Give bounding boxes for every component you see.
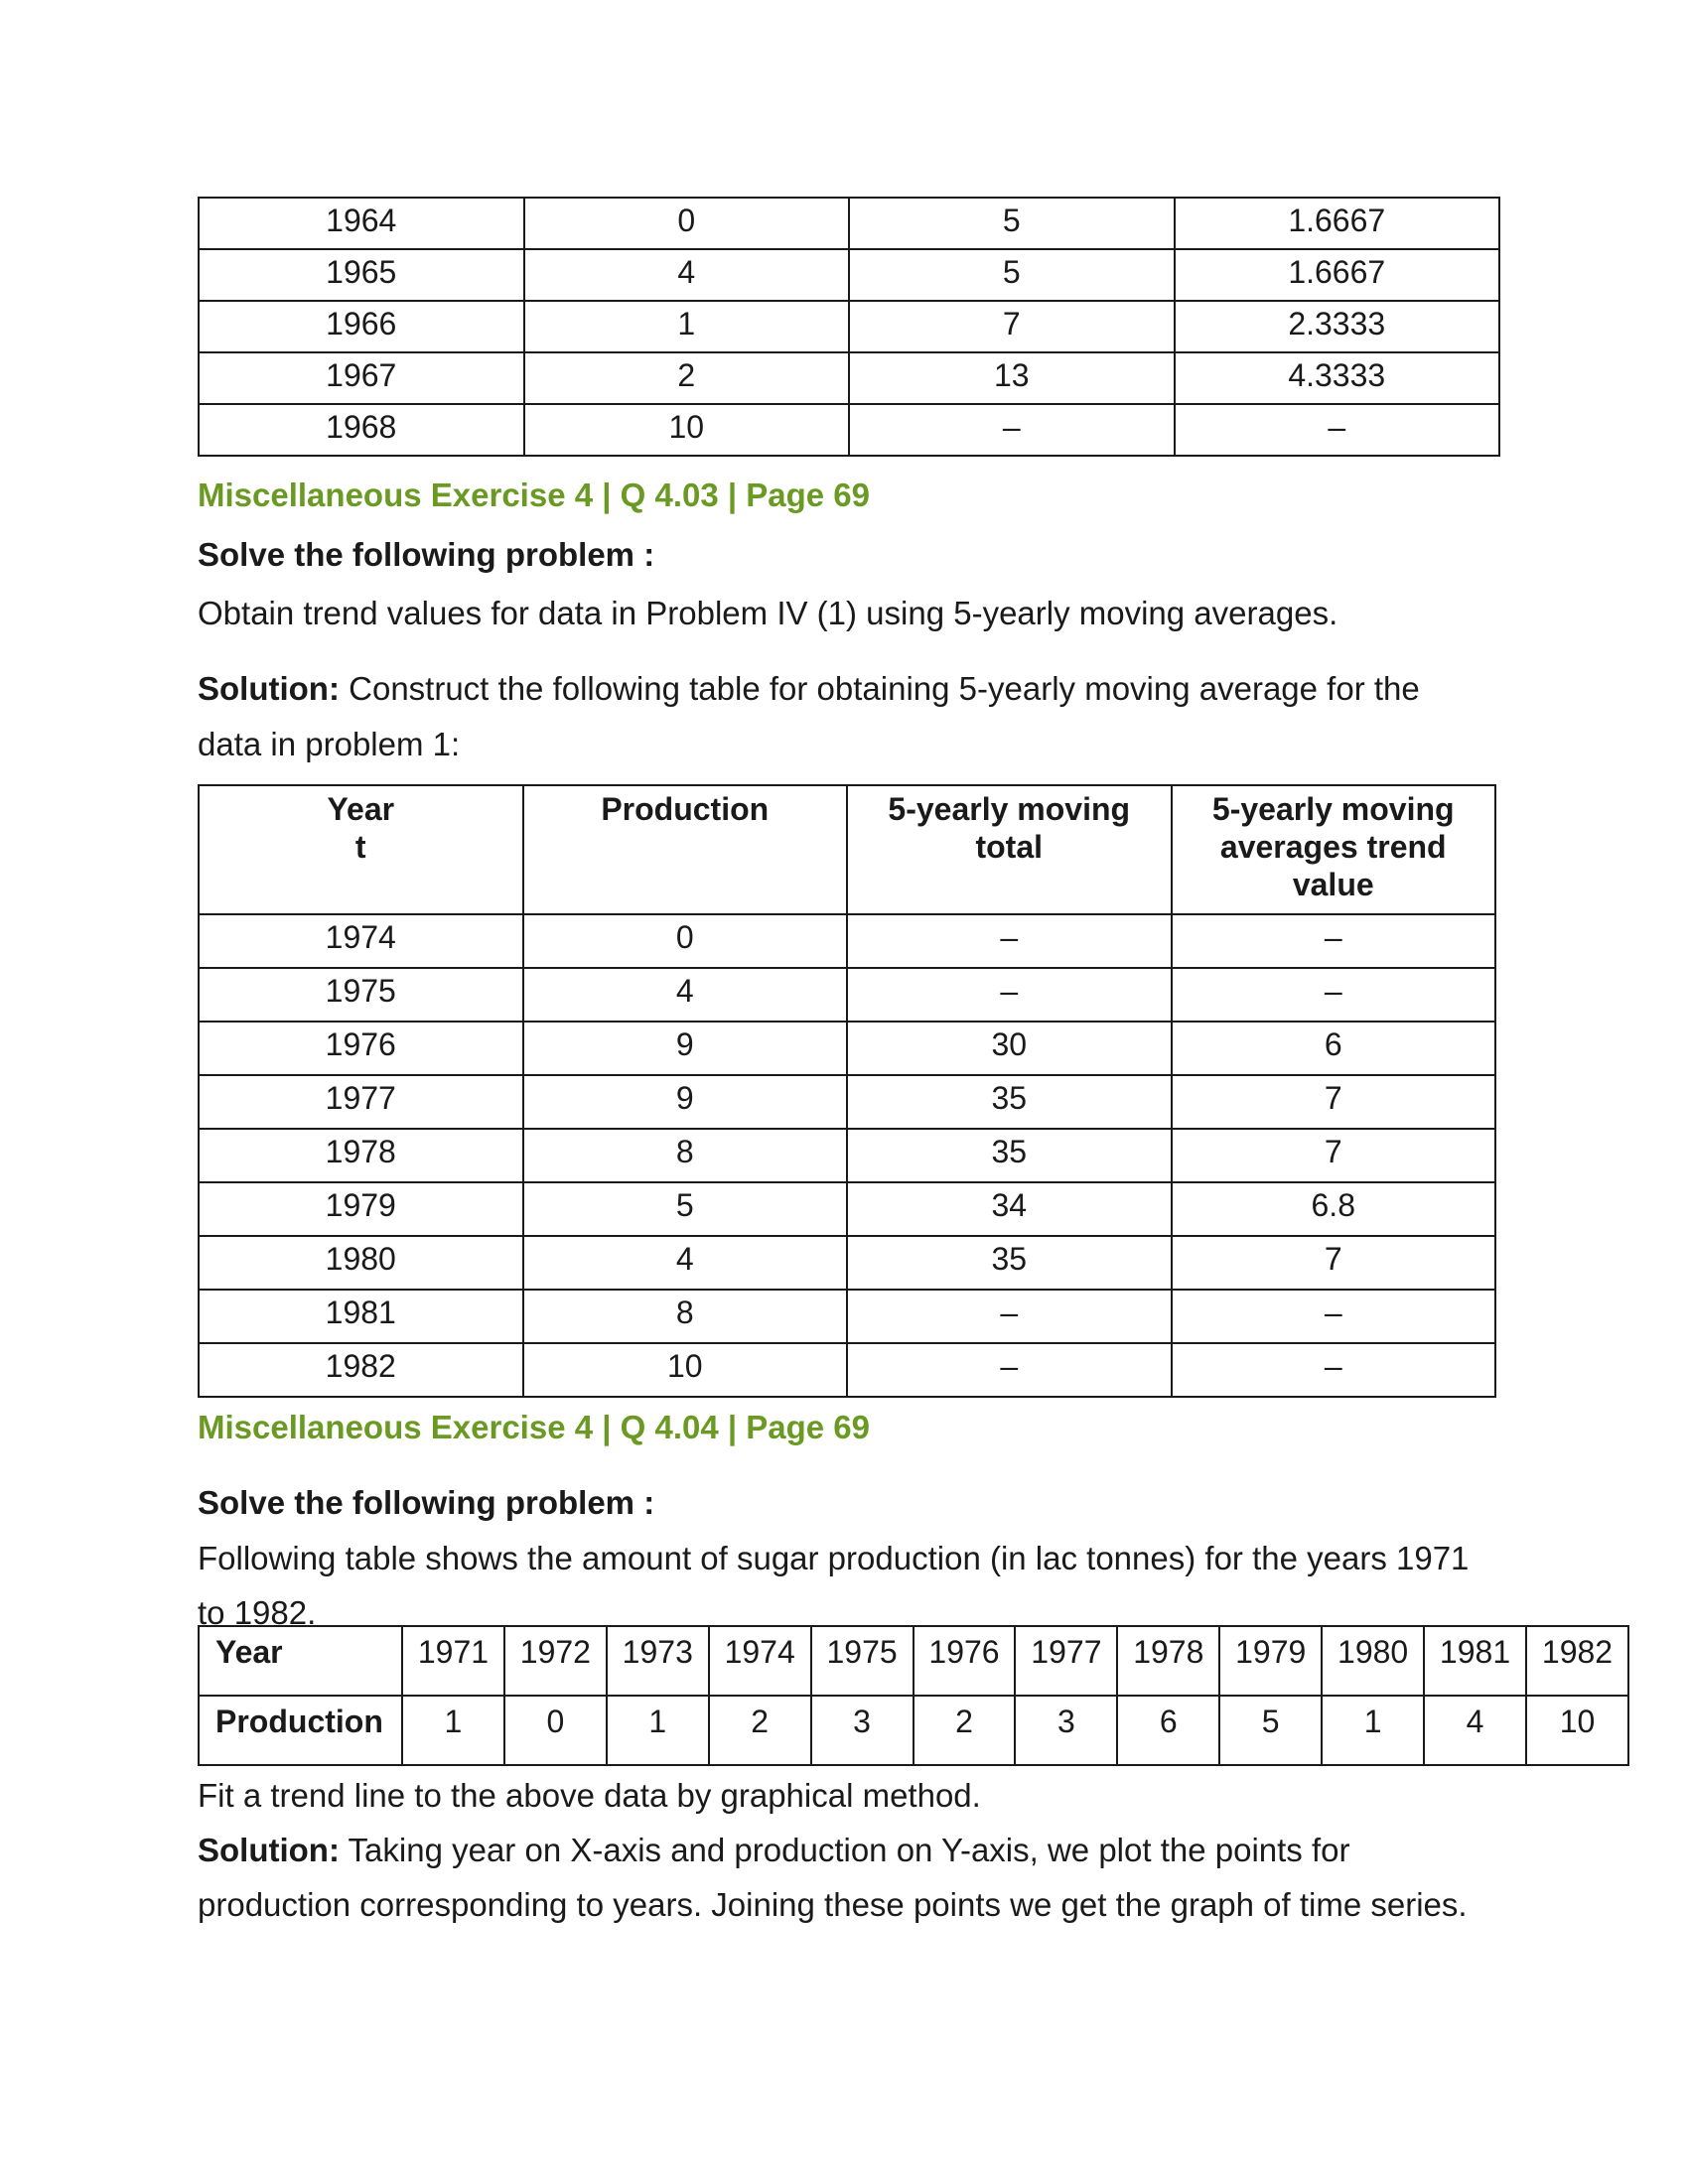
table-row [199, 1075, 1495, 1129]
table-cell: 1967 [199, 352, 524, 404]
header-production: Production [523, 785, 848, 914]
table-row [199, 1343, 1495, 1397]
solution-q404-line2: production corresponding to years. Joining these points we get the graph of time series. [198, 1886, 1468, 1923]
table-cell: 5 [849, 249, 1175, 301]
production-cell: 1 [1322, 1696, 1424, 1765]
solution-label: Solution: [198, 1832, 340, 1868]
table-cell: – [847, 914, 1172, 968]
question-q403: Obtain trend values for data in Problem IV (1) using 5-yearly moving averages. [198, 595, 1338, 631]
year-cell: 1977 [1015, 1626, 1117, 1696]
table-cell: 35 [847, 1129, 1172, 1182]
table-cell: 10 [524, 404, 850, 456]
table-cell: 1976 [199, 1022, 523, 1075]
table-cell: 7 [1172, 1075, 1496, 1129]
table-cell: 0 [524, 198, 850, 249]
table-cell: 1978 [199, 1129, 523, 1182]
table-cell: – [849, 404, 1175, 456]
table-cell: 1 [524, 301, 850, 352]
production-cell: 5 [1219, 1696, 1322, 1765]
table-cell: 4 [523, 1236, 848, 1290]
table-cell: 1966 [199, 301, 524, 352]
table-cell: – [1175, 404, 1500, 456]
question-q404-line2: to 1982. [198, 1594, 317, 1631]
table-cell: 4 [524, 249, 850, 301]
header-trend-value: 5-yearly moving averages trend value [1172, 785, 1496, 914]
header-moving-total: 5-yearly moving total [847, 785, 1172, 914]
solution-q404-line1 [198, 1832, 1349, 1869]
year-cell: 1971 [402, 1626, 504, 1696]
trend-table-body [199, 198, 1499, 456]
table-cell: 1.6667 [1175, 198, 1500, 249]
moving-average-table-body [199, 914, 1495, 1397]
table-row [199, 1129, 1495, 1182]
table-row [199, 1022, 1495, 1075]
solve-label-q404: Solve the following problem : [198, 1484, 655, 1521]
year-cell: 1976 [914, 1626, 1016, 1696]
table-cell: – [847, 1343, 1172, 1397]
table-cell: 7 [849, 301, 1175, 352]
table-cell: – [847, 1290, 1172, 1343]
solution-label: Solution: [198, 670, 340, 707]
production-cell: 2 [709, 1696, 811, 1765]
table-row [199, 301, 1499, 352]
table-cell: 13 [849, 352, 1175, 404]
table-cell: 34 [847, 1182, 1172, 1236]
section-heading-q403: Miscellaneous Exercise 4 | Q 4.03 | Page 69 [198, 477, 871, 513]
production-cell: 0 [504, 1696, 607, 1765]
production-cell: 1 [402, 1696, 504, 1765]
moving-average-table [198, 784, 1496, 1398]
production-cell: 6 [1117, 1696, 1219, 1765]
table-row [199, 1290, 1495, 1343]
table-row [199, 249, 1499, 301]
trend-table-continued [198, 197, 1500, 457]
table-cell: 2 [524, 352, 850, 404]
table-cell: 1980 [199, 1236, 523, 1290]
row-label-year: Year [199, 1626, 402, 1696]
row-label-production: Production [199, 1696, 402, 1765]
table-cell: 1965 [199, 249, 524, 301]
table-row [199, 914, 1495, 968]
table-cell: 5 [849, 198, 1175, 249]
table-cell: 10 [523, 1343, 848, 1397]
table-header-row [199, 785, 1495, 914]
table-cell: 1968 [199, 404, 524, 456]
production-cell: 3 [1015, 1696, 1117, 1765]
table-cell: – [1172, 914, 1496, 968]
table-cell: 8 [523, 1290, 848, 1343]
table-row [199, 1236, 1495, 1290]
table-cell: 1982 [199, 1343, 523, 1397]
header-year: Year t [199, 785, 523, 914]
table-cell: 4 [523, 968, 848, 1022]
year-cell: 1973 [607, 1626, 709, 1696]
table-cell: – [1172, 1290, 1496, 1343]
table-cell: 1.6667 [1175, 249, 1500, 301]
table-cell: 9 [523, 1075, 848, 1129]
table-row [199, 1182, 1495, 1236]
table-cell: – [847, 968, 1172, 1022]
solution-q403-line2: data in problem 1: [198, 726, 461, 762]
table-cell: 6 [1172, 1022, 1496, 1075]
table-cell: 8 [523, 1129, 848, 1182]
table-cell: 6.8 [1172, 1182, 1496, 1236]
table-cell: 4.3333 [1175, 352, 1500, 404]
year-cell: 1982 [1526, 1626, 1628, 1696]
production-cell: 3 [811, 1696, 914, 1765]
year-cell: 1972 [504, 1626, 607, 1696]
table-cell: 1975 [199, 968, 523, 1022]
table-row [199, 404, 1499, 456]
table-cell: 7 [1172, 1129, 1496, 1182]
table-cell: 2.3333 [1175, 301, 1500, 352]
table-cell: 9 [523, 1022, 848, 1075]
table-cell: 35 [847, 1075, 1172, 1129]
production-cell: 10 [1526, 1696, 1628, 1765]
table-row [199, 968, 1495, 1022]
year-cell: 1980 [1322, 1626, 1424, 1696]
production-cell: 1 [607, 1696, 709, 1765]
solution-text: Construct the following table for obtaining 5-yearly moving average for the [339, 670, 1420, 707]
table-row [199, 198, 1499, 249]
solve-label-q403: Solve the following problem : [198, 536, 655, 573]
solution-text: Taking year on X-axis and production on Y-axis, we plot the points for [339, 1832, 1350, 1868]
table-cell: – [1172, 1343, 1496, 1397]
table-cell: 1981 [199, 1290, 523, 1343]
table-cell: 1964 [199, 198, 524, 249]
table-cell: 35 [847, 1236, 1172, 1290]
production-row [199, 1696, 1628, 1765]
production-cell: 4 [1424, 1696, 1526, 1765]
table-cell: 1979 [199, 1182, 523, 1236]
question-q404-line1: Following table shows the amount of sugar production (in lac tonnes) for the years 1971 [198, 1540, 1470, 1576]
year-cell: 1974 [709, 1626, 811, 1696]
table-cell: 5 [523, 1182, 848, 1236]
year-cell: 1978 [1117, 1626, 1219, 1696]
table-cell: 30 [847, 1022, 1172, 1075]
table-cell: 7 [1172, 1236, 1496, 1290]
table-cell: 0 [523, 914, 848, 968]
table-row [199, 352, 1499, 404]
table-cell: 1974 [199, 914, 523, 968]
sugar-production-table [198, 1625, 1629, 1766]
year-row [199, 1626, 1628, 1696]
year-cell: 1979 [1219, 1626, 1322, 1696]
production-cell: 2 [914, 1696, 1016, 1765]
instruction-q404: Fit a trend line to the above data by graphical method. [198, 1777, 981, 1814]
table-cell: 1977 [199, 1075, 523, 1129]
year-cell: 1981 [1424, 1626, 1526, 1696]
section-heading-q404: Miscellaneous Exercise 4 | Q 4.04 | Page 69 [198, 1409, 871, 1445]
table-cell: – [1172, 968, 1496, 1022]
year-cell: 1975 [811, 1626, 914, 1696]
solution-q403-line1 [198, 670, 1420, 708]
